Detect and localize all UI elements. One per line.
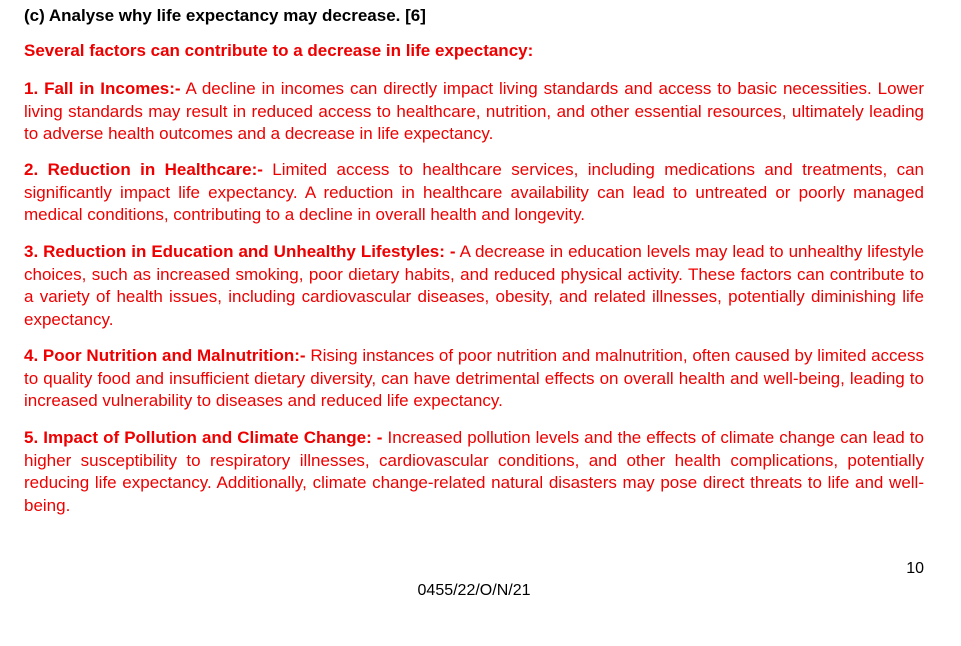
point-text: Rising instances of poor nutrition and malnutrition, often caused by limited access to quality food and insufficient dietary diversity, can have detrimental effects on overall health and well-being, leading to increased vulnerability to diseases and reduced life expectancy. xyxy=(24,346,924,411)
answer-point-reduction-in-healthcare xyxy=(24,159,924,227)
point-heading: 4. Poor Nutrition and Malnutrition:- xyxy=(24,346,306,365)
footer-paper-code: 0455/22/O/N/21 xyxy=(417,582,531,599)
answer-point-education-lifestyles xyxy=(24,241,924,331)
point-text: A decline in incomes can directly impact living standards and access to basic necessities. Lower living standards may result in reduced access to healthcare, nutrition, and other essential resources, ultimately leading to adverse health outcomes and a decrease in life expectancy. xyxy=(24,79,924,144)
point-text: A decrease in education levels may lead to unhealthy lifestyle choices, such as increased smoking, poor dietary habits, and reduced physical activity. These factors can contribute to a variety of health issues, including cardiovascular diseases, obesity, and related illnesses, potentially diminishing life expectancy. xyxy=(24,242,924,329)
question-heading: (c) Analyse why life expectancy may decrease. [6] xyxy=(24,6,426,25)
point-text: Increased pollution levels and the effects of climate change can lead to higher susceptibility to respiratory illnesses, cardiovascular conditions, and other health complications, potentially reducing life expectancy. Additionally, climate change-related natural disasters may pose direct threats to life and well-being. xyxy=(24,428,924,515)
answer-point-nutrition xyxy=(24,345,924,413)
point-heading: 1. Fall in Incomes:- xyxy=(24,79,181,98)
point-heading: 5. Impact of Pollution and Climate Change: - xyxy=(24,428,383,447)
answer-intro: Several factors can contribute to a decrease in life expectancy: xyxy=(24,41,534,60)
point-heading: 2. Reduction in Healthcare:- xyxy=(24,160,263,179)
answer-point-fall-in-incomes xyxy=(24,78,924,146)
point-heading: 3. Reduction in Education and Unhealthy Lifestyles: - xyxy=(24,242,456,261)
page-number: 10 xyxy=(906,560,924,577)
point-text: Limited access to healthcare services, including medications and treatments, can significantly impact life expectancy. A reduction in healthcare availability can lead to untreated or poorly managed medical conditions, contributing to a decline in overall health and longevity. xyxy=(24,160,924,225)
answer-point-pollution-climate xyxy=(24,427,924,517)
